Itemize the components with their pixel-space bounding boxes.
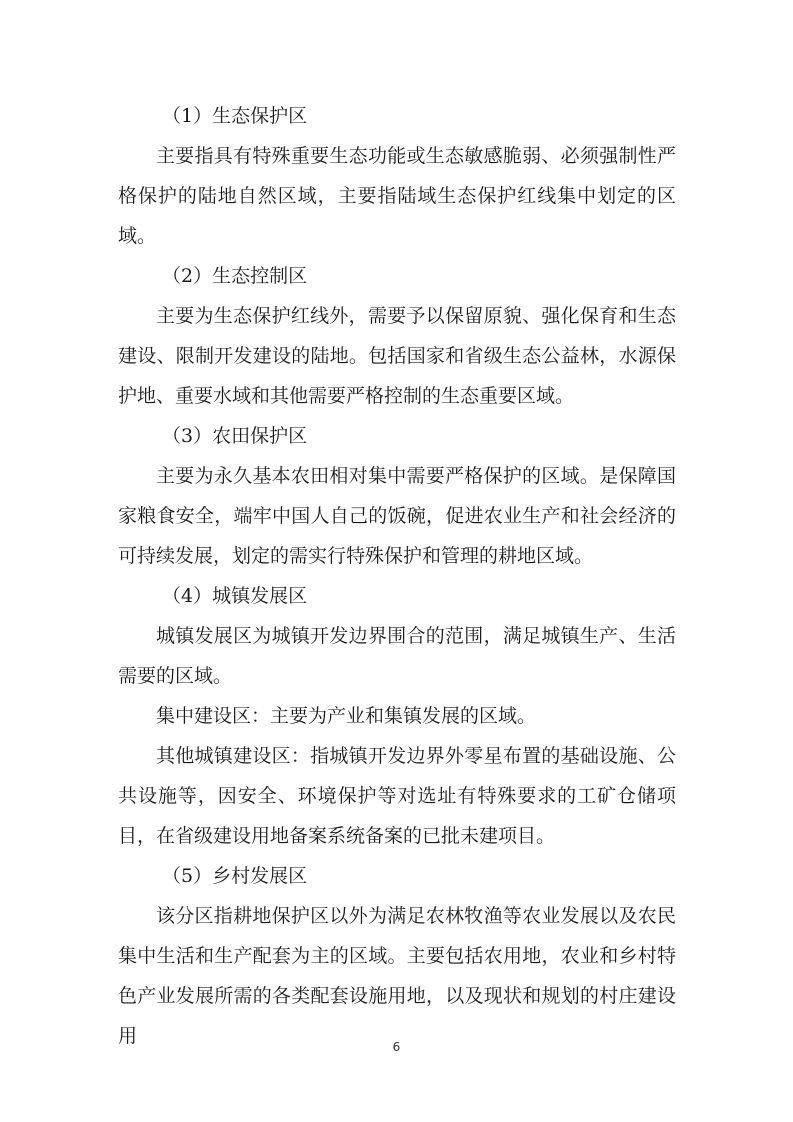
section-heading-rural-development: （5）乡村发展区 xyxy=(162,865,308,887)
paragraph-concentrated-construction: 集中建设区：主要为产业和集镇发展的区域。 xyxy=(156,705,537,727)
section-heading-urban-development: （4）城镇发展区 xyxy=(162,585,308,607)
paragraph-rural-development: 该分区指耕地保护区以外为满足农林牧渔等农业发展以及农民集中生活和生产配套为主的区域。主要包括农用地，农业和乡村特色产业发展所需的各类配套设施用地，以及现状和规划的村庄建设用 xyxy=(118,905,676,1047)
section-heading-farmland-protection: （3）农田保护区 xyxy=(162,425,308,447)
paragraph-ecological-protection: 主要指具有特殊重要生态功能或生态敏感脆弱、必须强制性严格保护的陆地自然区域，主要指陆域生态保护红线集中划定的区域。 xyxy=(118,145,676,247)
document-page xyxy=(118,96,676,1056)
page-number: 6 xyxy=(392,1040,401,1054)
paragraph-ecological-control: 主要为生态保护红线外，需要予以保留原貌、强化保育和生态建设、限制开发建设的陆地。包括国家和省级生态公益林，水源保护地、重要水域和其他需要严格控制的生态重要区域。 xyxy=(118,305,676,407)
section-heading-ecological-protection: （1）生态保护区 xyxy=(162,105,308,127)
section-heading-ecological-control: （2）生态控制区 xyxy=(162,265,308,287)
paragraph-other-urban-construction: 其他城镇建设区：指城镇开发边界外零星布置的基础设施、公共设施等，因安全、环境保护等对选址有特殊要求的工矿仓储项目，在省级建设用地备案系统备案的已批未建项目。 xyxy=(118,745,676,847)
paragraph-urban-development: 城镇发展区为城镇开发边界围合的范围，满足城镇生产、生活需要的区域。 xyxy=(118,625,676,687)
paragraph-farmland-protection: 主要为永久基本农田相对集中需要严格保护的区域。是保障国家粮食安全，端牢中国人自己的饭碗，促进农业生产和社会经济的可持续发展，划定的需实行特殊保护和管理的耕地区域。 xyxy=(118,465,676,567)
